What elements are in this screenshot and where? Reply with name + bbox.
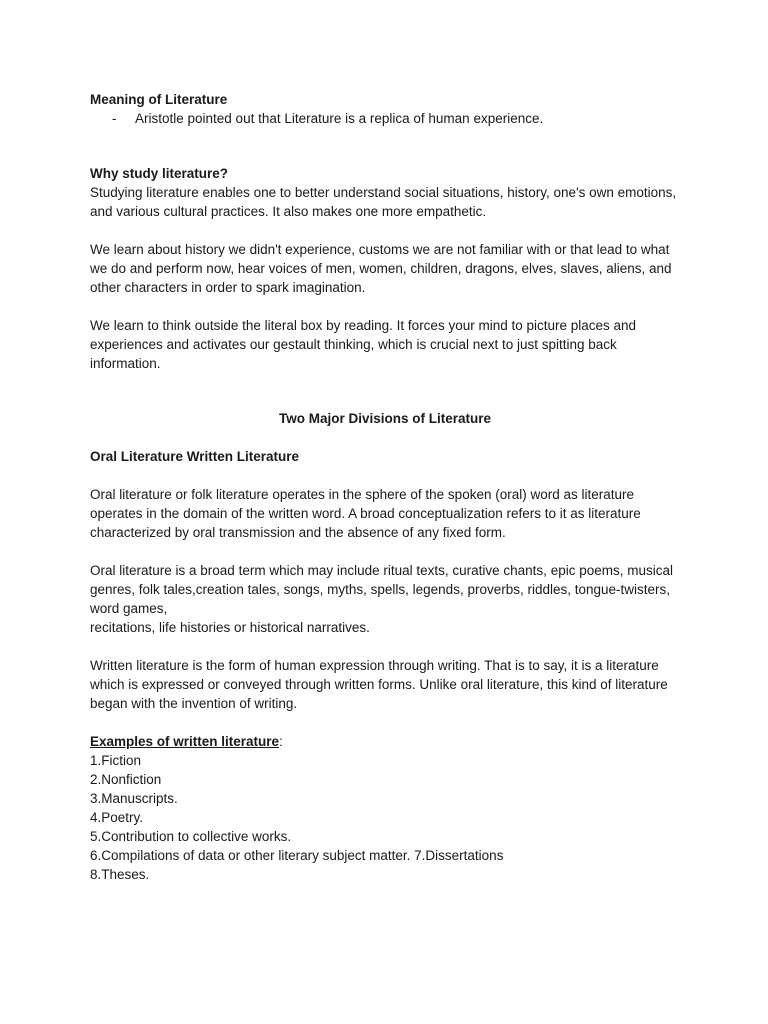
list-item: 3.Manuscripts. <box>90 791 178 806</box>
meaning-heading: Meaning of Literature <box>90 92 228 107</box>
divisions-subheading: Oral Literature Written Literature <box>90 449 300 464</box>
oral-literature-paragraph: Oral literature is a broad term which may include ritual texts, curative chants, epic poems, musical genres, folk tales,creation tales, songs, myths, spells, legends, proverbs, riddles, tongue-twisters, word games, <box>90 563 673 616</box>
oral-literature-paragraph: recitations, life histories or historical narratives. <box>90 620 370 635</box>
document-body <box>90 90 680 884</box>
list-item: 8.Theses. <box>90 867 150 882</box>
why-study-paragraph: Studying literature enables one to better understand social situations, history, one's own emotions, and various cultural practices. It also makes one more empathetic. <box>90 185 677 219</box>
list-item: 6.Compilations of data or other literary subject matter. 7.Dissertations <box>90 848 504 863</box>
meaning-bullet-text: Aristotle pointed out that Literature is a replica of human experience. <box>135 111 544 126</box>
examples-heading: Examples of written literature <box>90 734 280 749</box>
divisions-title: Two Major Divisions of Literature <box>278 411 492 426</box>
list-item: 1.Fiction <box>90 753 142 768</box>
list-item: 2.Nonfiction <box>90 772 162 787</box>
why-study-paragraph: We learn about history we didn't experience, customs we are not familiar with or that lead to what we do and perform now, hear voices of men, women, children, dragons, elves, slaves, aliens, and other characters in order to spark imagination. <box>90 242 672 295</box>
meaning-bullet <box>90 109 680 128</box>
why-study-paragraph: We learn to think outside the literal box by reading. It forces your mind to picture places and experiences and activates our gestault thinking, which is crucial next to just spitting back information. <box>90 318 637 371</box>
oral-literature-paragraph: Oral literature or folk literature operates in the sphere of the spoken (oral) word as literature operates in the domain of the written word. A broad conceptualization refers to it as literature characterized by oral transmission and the absence of any fixed form. <box>90 487 641 540</box>
bullet-dash: - <box>112 111 117 126</box>
examples-heading-line <box>90 732 680 751</box>
written-literature-paragraph: Written literature is the form of human expression through writing. That is to say, it is a literature which is expressed or conveyed through written forms. Unlike oral literature, this kind of literature began with the invention of writing. <box>90 658 668 711</box>
why-study-heading: Why study literature? <box>90 166 229 181</box>
list-item: 4.Poetry. <box>90 810 144 825</box>
examples-colon: : <box>279 734 283 749</box>
list-item: 5.Contribution to collective works. <box>90 829 292 844</box>
